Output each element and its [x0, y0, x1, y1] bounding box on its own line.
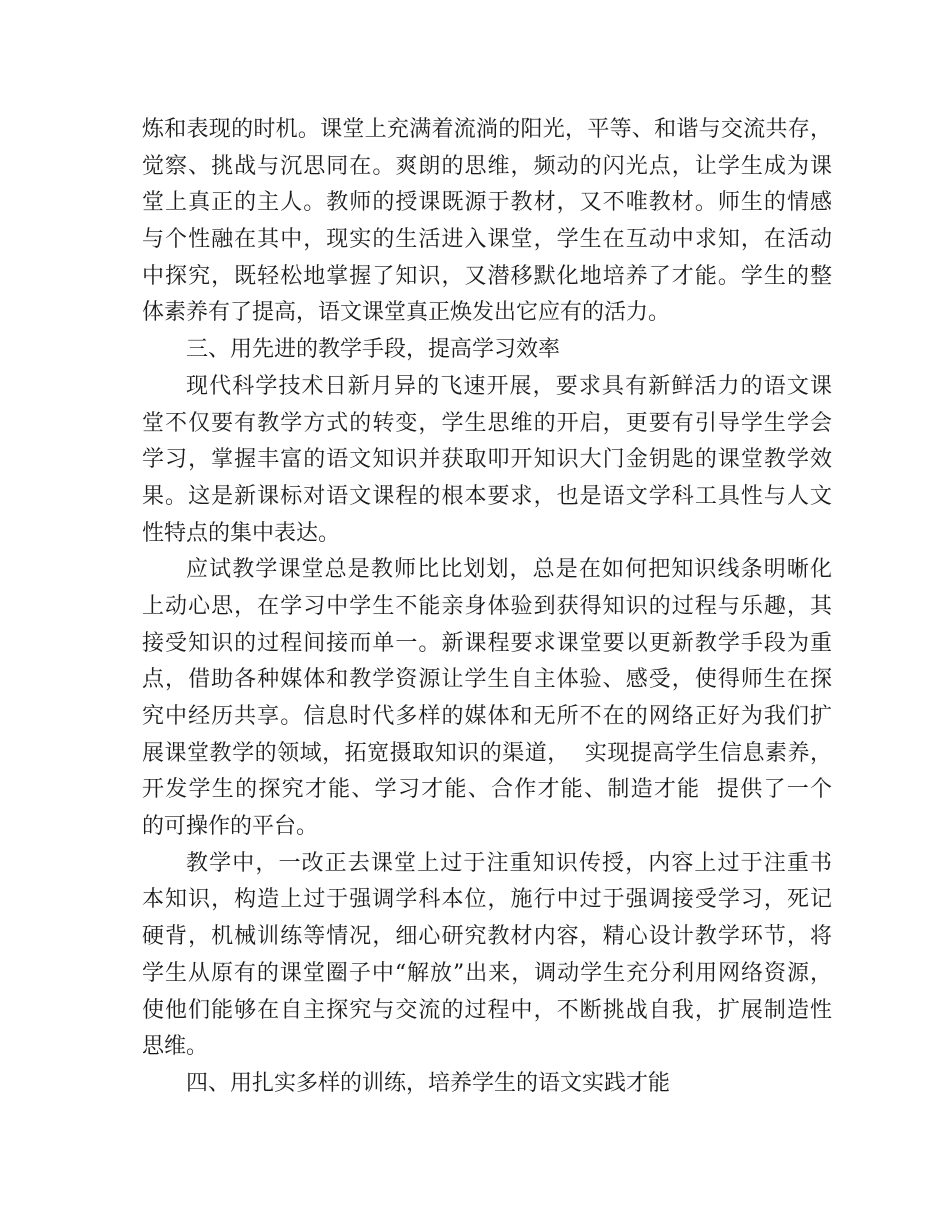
text-line: 果。这是新课标对语文课程的根本要求，也是语文学科工具性与人文 — [142, 483, 832, 509]
text-line: 本知识，构造上过于强调学科本位，施行中过于强调接受学习，死记 — [142, 887, 832, 913]
text-line: 接受知识的过程间接而单一。新课程要求课堂要以更新教学手段为重 — [142, 630, 832, 656]
text-line: 点，借助各种媒体和教学资源让学生自主体验、感受，使得师生在探 — [142, 667, 832, 693]
text-line: 开发学生的探究才能、学习才能、合作才能、制造才能 提供了一个 — [142, 777, 832, 803]
text-line: 与个性融在其中，现实的生活进入课堂，学生在互动中求知，在活动 — [142, 227, 832, 253]
paragraph-end-line: 的可操作的平台。 — [142, 814, 319, 840]
text-line: 炼和表现的时机。课堂上充满着流淌的阳光，平等、和谐与交流共存， — [142, 117, 832, 142]
text-line: 究中经历共享。信息时代多样的媒体和无所不在的网络正好为我们扩 — [142, 704, 832, 729]
section-heading: 四、用扎实多样的训练，培养学生的语文实践才能 — [186, 1070, 671, 1096]
body-text — [142, 112, 832, 1103]
text-line: 觉察、挑战与沉思同在。爽朗的思维，频动的闪光点，让学生成为课 — [142, 153, 832, 179]
text-line: 中探究，既轻松地掌握了知识，又潜移默化地培养了才能。学生的整 — [142, 263, 832, 289]
text-line: 硬背，机械训练等情况，细心研究教材内容，精心设计教学环节，将 — [142, 924, 832, 950]
paragraph-start-line: 应试教学课堂总是教师比比划划，总是在如何把知识线条明晰化 — [186, 557, 832, 583]
text-line: 堂上真正的主人。教师的授课既源于教材，又不唯教材。师生的情感 — [142, 190, 832, 216]
paragraph-end-line: 性特点的集中表达。 — [142, 520, 341, 546]
text-line: 使他们能够在自主探究与交流的过程中，不断挑战自我，扩展制造性 — [142, 997, 832, 1023]
text-line: 学习，掌握丰富的语文知识并获取叩开知识大门金钥匙的课堂教学效 — [142, 447, 832, 473]
paragraph-start-line: 教学中，一改正去课堂上过于注重知识传授，内容上过于注重书 — [186, 850, 832, 876]
paragraph-start-line: 现代科学技术日新月异的飞速开展，要求具有新鲜活力的语文课 — [186, 373, 832, 399]
text-line: 堂不仅要有教学方式的转变，学生思维的开启，更要有引导学生学会 — [142, 410, 832, 436]
section-heading: 三、用先进的教学手段，提高学习效率 — [186, 337, 561, 363]
text-line: 上动心思，在学习中学生不能亲身体验到获得知识的过程与乐趣，其 — [142, 593, 832, 619]
paragraph-end-line: 体素养有了提高，语文课堂真正焕发出它应有的活力。 — [142, 300, 671, 326]
text-line: 展课堂教学的领域，拓宽摄取知识的渠道， 实现提高学生信息素养， — [142, 740, 832, 766]
text-line: 学生从原有的课堂圈子中“解放”出来，调动学生充分利用网络资源， — [142, 960, 832, 986]
paragraph-end-line: 思维。 — [142, 1034, 209, 1060]
